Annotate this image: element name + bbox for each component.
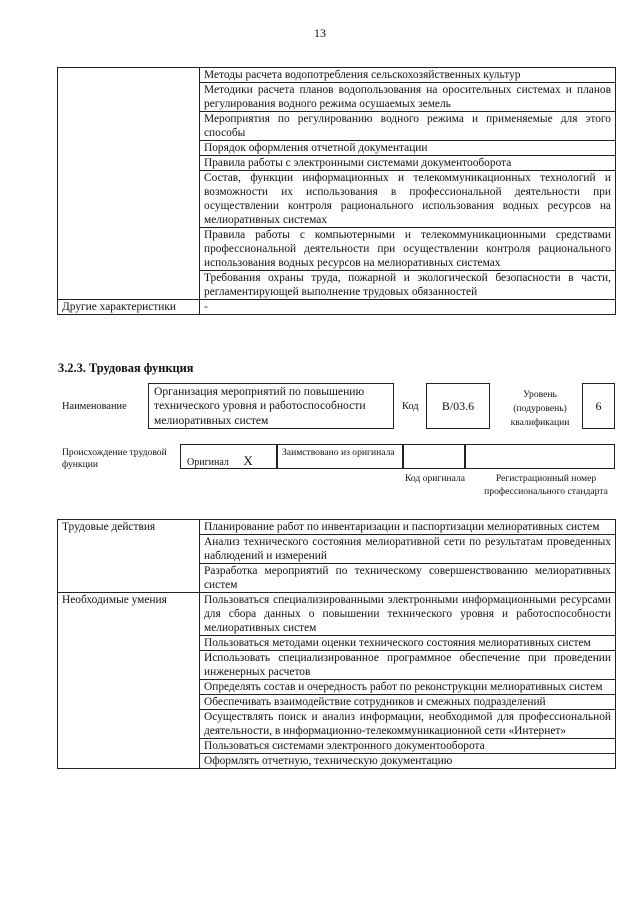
code-value: B/03.6 xyxy=(426,383,490,429)
table-left-cell xyxy=(58,68,200,300)
code-original-caption: Код оригинала xyxy=(404,473,466,484)
table-cell: Разработка мероприятий по техническому совершенствованию мелиоративных систем xyxy=(200,564,616,593)
other-characteristics-label: Другие характеристики xyxy=(58,300,200,315)
table-cell: Правила работы с компьютерными и телекоммуникационными средствами профессиональной деятельности при осуществлении контроля рационального использования водных ресурсов на мелиоративных системах xyxy=(200,228,616,271)
table-row xyxy=(58,520,616,535)
level-label: Уровень (подуровень) квалификации xyxy=(510,389,570,428)
original-mark: X xyxy=(243,453,253,468)
table-cell: Состав, функции информационных и телекоммуникационных технологий и возможности их использования в профессиональной деятельности при осуществлении контроля рационального использования водных ресурсов на мелиоративных системах xyxy=(200,171,616,228)
other-characteristics-value: - xyxy=(200,300,616,315)
level-value: 6 xyxy=(582,383,615,429)
table-cell: Использовать специализированное программное обеспечение при проведении инженерных расчетов xyxy=(200,651,616,680)
original-cell xyxy=(180,444,277,469)
table-cell: Пользоваться системами электронного документооборота xyxy=(200,739,616,754)
table-cell: Пользоваться методами оценки технического состояния мелиоративных систем xyxy=(200,636,616,651)
table-cell: Мероприятия по регулированию водного режима и применяемые для этого способы xyxy=(200,112,616,141)
borrowed-cell: Заимствовано из оригинала xyxy=(277,444,403,469)
table-cell: Определять состав и очередность работ по реконструкции мелиоративных систем xyxy=(200,680,616,695)
table-cell: Правила работы с электронными системами документооборота xyxy=(200,156,616,171)
group-label: Необходимые умения xyxy=(58,593,200,769)
table-cell: Обеспечивать взаимодействие сотрудников и смежных подразделений xyxy=(200,695,616,710)
reg-number-cell xyxy=(465,444,615,469)
page-number: 13 xyxy=(314,26,326,40)
table-cell: Оформлять отчетную, техническую документацию xyxy=(200,754,616,769)
knowledge-table xyxy=(57,67,616,315)
table-cell: Порядок оформления отчетной документации xyxy=(200,141,616,156)
code-original-cell xyxy=(403,444,465,469)
section-title: 3.2.3. Трудовая функция xyxy=(58,361,194,375)
reg-number-caption: Регистрационный номер профессионального стандарта xyxy=(484,473,608,497)
code-label: Код xyxy=(402,401,419,412)
table-row xyxy=(58,68,616,83)
group-label: Трудовые действия xyxy=(58,520,200,593)
name-label: Наименование xyxy=(62,401,127,412)
table-row xyxy=(58,300,616,315)
table-row xyxy=(58,593,616,636)
table-cell: Планирование работ по инвентаризации и паспортизации мелиоративных систем xyxy=(200,520,616,535)
origin-label: Происхождение трудовой функции xyxy=(62,447,167,470)
original-label: Оригинал xyxy=(187,457,229,468)
table-cell: Методики расчета планов водопользования на оросительных системах и планов регулирования водного режима осушаемых земель xyxy=(200,83,616,112)
table-cell: Требования охраны труда, пожарной и экологической безопасности в части, регламентирующей выполнение трудовых обязанностей xyxy=(200,271,616,300)
function-table xyxy=(57,519,616,769)
table-cell: Методы расчета водопотребления сельскохозяйственных культур xyxy=(200,68,616,83)
table-cell: Пользоваться специализированными электронными информационными ресурсами для сбора данных о повышении технического уровня и работоспособности мелиоративных систем xyxy=(200,593,616,636)
table-cell: Анализ технического состояния мелиоративной сети по результатам проведенных наблюдений и измерений xyxy=(200,535,616,564)
name-value: Организация мероприятий по повышению технического уровня и работоспособности мелиоративных систем xyxy=(148,383,394,429)
table-cell: Осуществлять поиск и анализ информации, необходимой для профессиональной деятельности, в информационно-телекоммуникационной сети «Интернет» xyxy=(200,710,616,739)
